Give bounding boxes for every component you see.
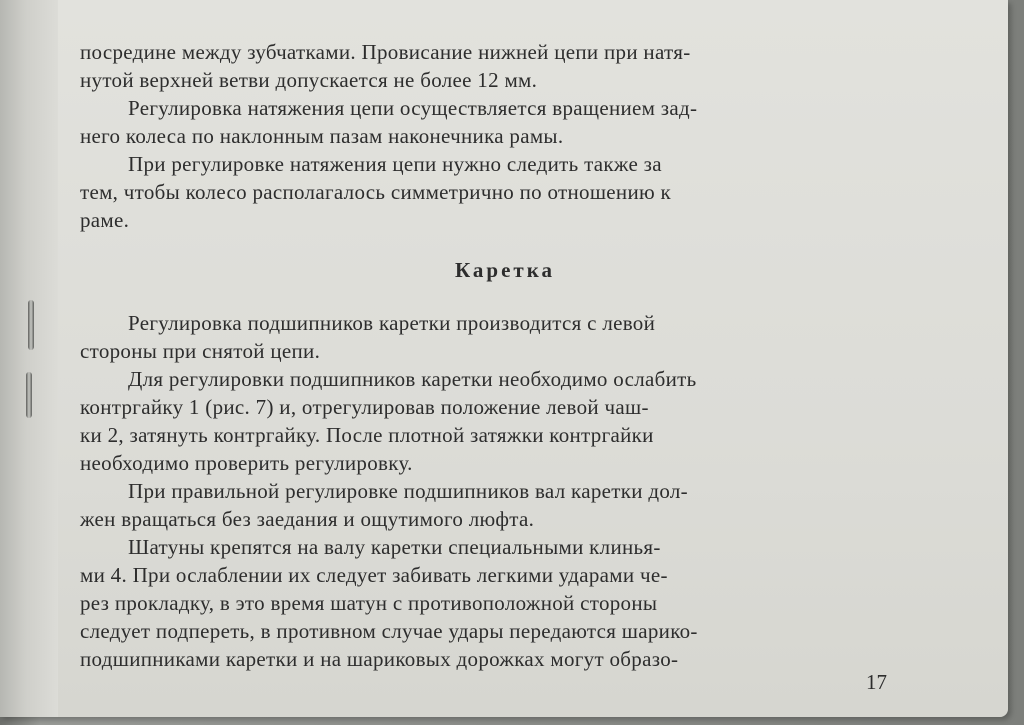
text-line: Шатуны крепятся на валу каретки специальными клинья- <box>128 535 661 559</box>
text-line: тем, чтобы колесо располагалось симметрично по отношению к <box>80 180 672 204</box>
text-line: раме. <box>80 208 130 232</box>
paragraph-wheel-symmetry <box>80 150 910 234</box>
page-text <box>80 38 910 673</box>
text-line: Для регулировки подшипников каретки необходимо ослабить <box>128 367 697 391</box>
binding-gutter <box>0 0 58 717</box>
staple-icon <box>28 300 34 350</box>
text-line: посредине между зубчатками. Провисание нижней цепи при натя- <box>80 40 691 64</box>
text-line: Регулировка натяжения цепи осуществляется вращением зад- <box>128 96 698 120</box>
paragraph-carriage-side <box>80 309 910 365</box>
text-line: рез прокладку, в это время шатун с противоположной стороны <box>80 591 658 615</box>
text-line: ми 4. При ослаблении их следует забивать легкими ударами че- <box>80 563 668 587</box>
text-line: ки 2, затянуть контргайку. После плотной затяжки контргайки <box>80 423 654 447</box>
text-line: нутой верхней ветви допускается не более 12 мм. <box>80 68 538 92</box>
text-line: стороны при снятой цепи. <box>80 339 321 363</box>
staple-icon <box>26 372 32 418</box>
text-line: подшипниками каретки и на шариковых дорожках могут образо- <box>80 647 679 671</box>
section-heading: Каретка <box>454 258 556 282</box>
paragraph-cranks <box>80 533 910 673</box>
text-line: При регулировке натяжения цепи нужно следить также за <box>128 152 662 176</box>
page-number: 17 <box>866 670 887 694</box>
text-line: необходимо проверить регулировку. <box>80 451 413 475</box>
text-line: него колеса по наклонным пазам наконечника рамы. <box>80 124 564 148</box>
text-line: При правильной регулировке подшипников вал каретки дол- <box>128 479 688 503</box>
text-line: следует подпереть, в противном случае удары передаются шарико- <box>80 619 698 643</box>
paragraph-chain-tension <box>80 94 910 150</box>
text-line: Регулировка подшипников каретки производится с левой <box>128 311 656 335</box>
paragraph-chain-sag <box>80 38 910 94</box>
text-line: контргайку 1 (рис. 7) и, отрегулировав положение левой чаш- <box>80 395 649 419</box>
paragraph-carriage-adjust <box>80 365 910 477</box>
text-line: жен вращаться без заедания и ощутимого люфта. <box>80 507 535 531</box>
paragraph-carriage-shaft <box>80 477 910 533</box>
